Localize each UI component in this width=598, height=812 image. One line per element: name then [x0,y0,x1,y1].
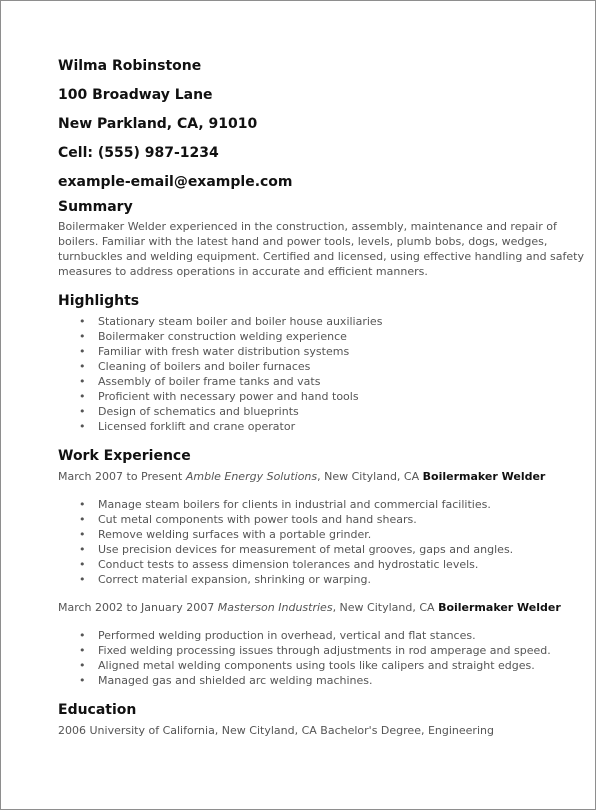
list-item: • Remove welding surfaces with a portable grinder. [98,527,586,542]
education-section [58,702,586,738]
contact-address: 100 Broadway Lane [58,87,213,103]
job-bullets [58,628,586,688]
contact-city: New Parkland, CA, 91010 [58,116,258,132]
list-item: • Cut metal components with power tools and hand shears. [98,512,586,527]
job-location: , New Cityland, CA [317,470,420,483]
summary-text: Boilermaker Welder experienced in the construction, assembly, maintenance and repair of boilers. Familiar with the latest hand and power tools, levels, plumb bobs, dogs, wedges, turnbuckles and welding equipment. Certified and licensed, using effective handling and safety measures to address operations in accurate and efficient manners. [58,220,584,278]
list-item: • Use precision devices for measurement of metal grooves, gaps and angles. [98,542,586,557]
education-text: 2006 University of California, New Cityland, CA Bachelor's Degree, Engineering [58,724,494,737]
list-item: • Familiar with fresh water distribution systems [98,344,586,359]
contact-block [58,58,586,199]
job-entry [58,600,586,688]
job-title: Boilermaker Welder [422,470,546,483]
contact-email: example-email@example.com [58,174,293,190]
list-item: • Design of schematics and blueprints [98,404,586,419]
list-item: • Assembly of boiler frame tanks and vats [98,374,586,389]
list-item: • Proficient with necessary power and hand tools [98,389,586,404]
list-item: • Licensed forklift and crane operator [98,419,586,434]
list-item: • Stationary steam boiler and boiler house auxiliaries [98,314,586,329]
job-header [58,469,586,484]
job-title: Boilermaker Welder [438,601,561,614]
highlights-section [58,293,586,434]
list-item: • Managed gas and shielded arc welding machines. [98,673,586,688]
job-dates: March 2002 to January 2007 [58,601,215,614]
list-item: • Performed welding production in overhead, vertical and flat stances. [98,628,586,643]
job-company: Masterson Industries [217,601,333,614]
job-entry [58,469,586,587]
contact-name: Wilma Robinstone [58,58,202,74]
list-item: • Cleaning of boilers and boiler furnaces [98,359,586,374]
summary-section [58,199,586,279]
summary-heading: Summary [58,199,133,215]
list-item: • Conduct tests to assess dimension tolerances and hydrostatic levels. [98,557,586,572]
list-item: • Fixed welding processing issues through adjustments in rod amperage and speed. [98,643,586,658]
list-item: • Aligned metal welding components using tools like calipers and straight edges. [98,658,586,673]
education-heading: Education [58,702,137,718]
work-section [58,448,586,688]
job-company: Amble Energy Solutions [185,470,318,483]
job-bullets [58,497,586,587]
list-item: • Manage steam boilers for clients in industrial and commercial facilities. [98,497,586,512]
job-location: , New Cityland, CA [332,601,435,614]
list-item: • Boilermaker construction welding experience [98,329,586,344]
job-header [58,600,586,615]
highlights-heading: Highlights [58,293,140,309]
list-item: • Correct material expansion, shrinking or warping. [98,572,586,587]
resume-content [58,58,586,738]
job-dates: March 2007 to Present [58,470,183,483]
highlights-list [58,314,586,434]
contact-cell: Cell: (555) 987-1234 [58,145,219,161]
work-heading: Work Experience [58,448,191,464]
